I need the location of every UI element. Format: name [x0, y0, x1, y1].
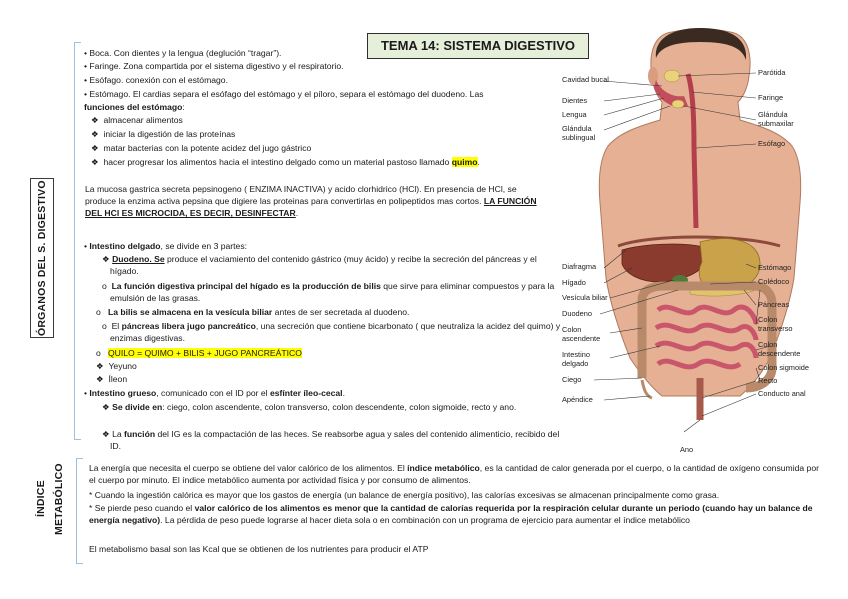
quilo-item: o QUILO = QUIMO + BILIS + JUGO PANCREÁTICO: [96, 348, 302, 358]
label-duodeno: Duodeno: [562, 309, 592, 318]
indice-paragraph-4: El metabolismo basal son las Kcal que se obtienen de los nutrientes para producir el ATP: [89, 544, 429, 554]
indice-paragraph-3: * Se pierde peso cuando el valor calórico de los alimentos es menor que la cantidad de calorías requerida por la respiración celular durante un periodo (cuando hay un balance de energía negativo). La pérdida de peso puede lograrse al hacer dieta sola o en combinación con un programa de ejercicio para aumentar el índice metabólico: [89, 503, 813, 526]
mucosa-paragraph: La mucosa gastrica secreta pepsinogeno ( ENZIMA INACTIVA) y acido clorhidrico (HCl). En presencia de HCl, se produce la enzima activa pepsina que digiere las proteinas para convertirlas en polipeptidos mas cortos. LA FUNCIÓN DEL HCl ES MICROCIDA, ES DECIR, DESINFECTAR.: [85, 184, 537, 219]
label-pancreas: Páncreas: [758, 300, 790, 309]
label-glandula-sublingual: Glándula sublingual: [562, 124, 596, 142]
label-apendice: Apéndice: [562, 395, 593, 404]
funcion-ig-item: ❖ La función del IG es la compactación de las heces. Se reabsorbe agua y sales del contenido alimenticio, recibido del ID.: [102, 429, 560, 452]
section-label-organos: ÓRGANOS DEL S. DIGESTIVO: [30, 178, 54, 338]
indice-paragraph-1: La energía que necesita el cuerpo se obtiene del valor calórico de los alimentos. El índice metabólico, es la cantidad de calor generada por el cuerpo, o la cantidad de oxígeno consumida por el cuerpo por minuto. El índice metabólico aumenta por actividad física y por consumo de alimentos.: [89, 463, 819, 486]
list-item-intestino-grueso: • Intestino grueso, comunicado con el ID por el esfínter íleo-cecal.: [84, 388, 345, 398]
label-estomago: Estómago: [758, 263, 792, 272]
funciones-heading: funciones del estómago:: [84, 102, 185, 112]
label-ciego: Ciego: [562, 375, 582, 384]
funcion-item: ❖ matar bacterias con la potente acidez del jugo gástrico: [91, 143, 312, 153]
section-label-indice: ÍNDICE METABÓLICO: [35, 463, 65, 535]
bracket-indice: [76, 458, 83, 564]
label-faringe: Faringe: [758, 93, 784, 102]
label-dientes: Dientes: [562, 96, 588, 105]
indice-paragraph-2: * Cuando la ingestión calórica es mayor que los gastos de energía (un balance de energía positivo), las calorías excesivas se almacenan principalmente como grasa.: [89, 490, 720, 500]
list-item-boca: • Boca. Con dientes y la lengua (deglución “tragar”).: [84, 48, 282, 58]
label-colon-descendente: Colon descendente: [758, 340, 801, 358]
digestive-system-diagram: [560, 28, 845, 458]
list-item-estomago: • Estómago. El cardias separa el esófago del estómago y el píloro, separa el estómago del duodeno. Las: [84, 89, 484, 99]
higado-item: o La función digestiva principal del hígado es la producción de bilis que sirve para eliminar compuestos y para la emulsión de las grasas.: [102, 281, 555, 304]
label-ano: Ano: [680, 445, 694, 454]
bilis-item: o La bilis se almacena en la vesícula biliar antes de ser secretada al duodeno.: [96, 307, 410, 317]
label-conducto-anal: Conducto anal: [758, 389, 806, 398]
list-item-esofago: • Esófago. conexión con el estómago.: [84, 75, 228, 85]
duodeno-item: ❖ Duodeno. Se produce el vaciamiento del contenido gástrico (muy ácido) y recibe la secreción del páncreas y el hígado.: [102, 254, 537, 277]
list-item-intestino-delgado: • Intestino delgado, se divide en 3 partes:: [84, 241, 248, 251]
bracket-organos: [74, 42, 81, 440]
yeyuno-item: ❖ Yeyuno: [96, 361, 137, 371]
funcion-item-quimo: ❖ hacer progresar los alimentos hacia el intestino delgado como un material pastoso llamado quimo.: [91, 157, 480, 167]
label-glandula-submaxilar: Glándula submaxilar: [758, 110, 794, 128]
page-title: TEMA 14: SISTEMA DIGESTIVO: [367, 33, 589, 59]
se-divide-item: ❖ Se divide en: ciego, colon ascendente, colon transverso, colon descendente, colon sigmoide, recto y ano.: [102, 402, 517, 412]
label-parotida: Parótida: [758, 68, 786, 77]
label-recto: Recto: [758, 376, 778, 385]
label-lengua: Lengua: [562, 110, 587, 119]
label-diafragma: Diafragma: [562, 262, 597, 271]
label-cavidad-bucal: Cavidad bucal: [562, 75, 609, 84]
label-higado: Hígado: [562, 278, 586, 287]
label-esofago: Esófago: [758, 139, 786, 148]
list-item-faringe: • Faringe. Zona compartida por el sistema digestivo y el respiratorio.: [84, 61, 344, 71]
label-intestino-delgado: Intestino delgado: [562, 350, 590, 368]
label-coledoco: Colédoco: [758, 277, 790, 286]
label-colon-transverso: Colon transverso: [758, 315, 793, 333]
funcion-item: ❖ iniciar la digestión de las proteínas: [91, 129, 236, 139]
ileon-item: ❖ Íleon: [96, 374, 128, 384]
label-colon-sigmoide: Colon sigmoide: [758, 363, 809, 372]
pancreas-item: o El páncreas libera jugo pancreático, una secreción que contiene bicarbonato ( que neutraliza la acidez del quimo) y enzimas digestivas.: [102, 321, 561, 344]
label-vesicula-biliar: Vesícula biliar: [562, 293, 608, 302]
label-colon-ascendente: Colon ascendente: [562, 325, 601, 343]
funcion-item: ❖ almacenar alimentos: [91, 115, 183, 125]
